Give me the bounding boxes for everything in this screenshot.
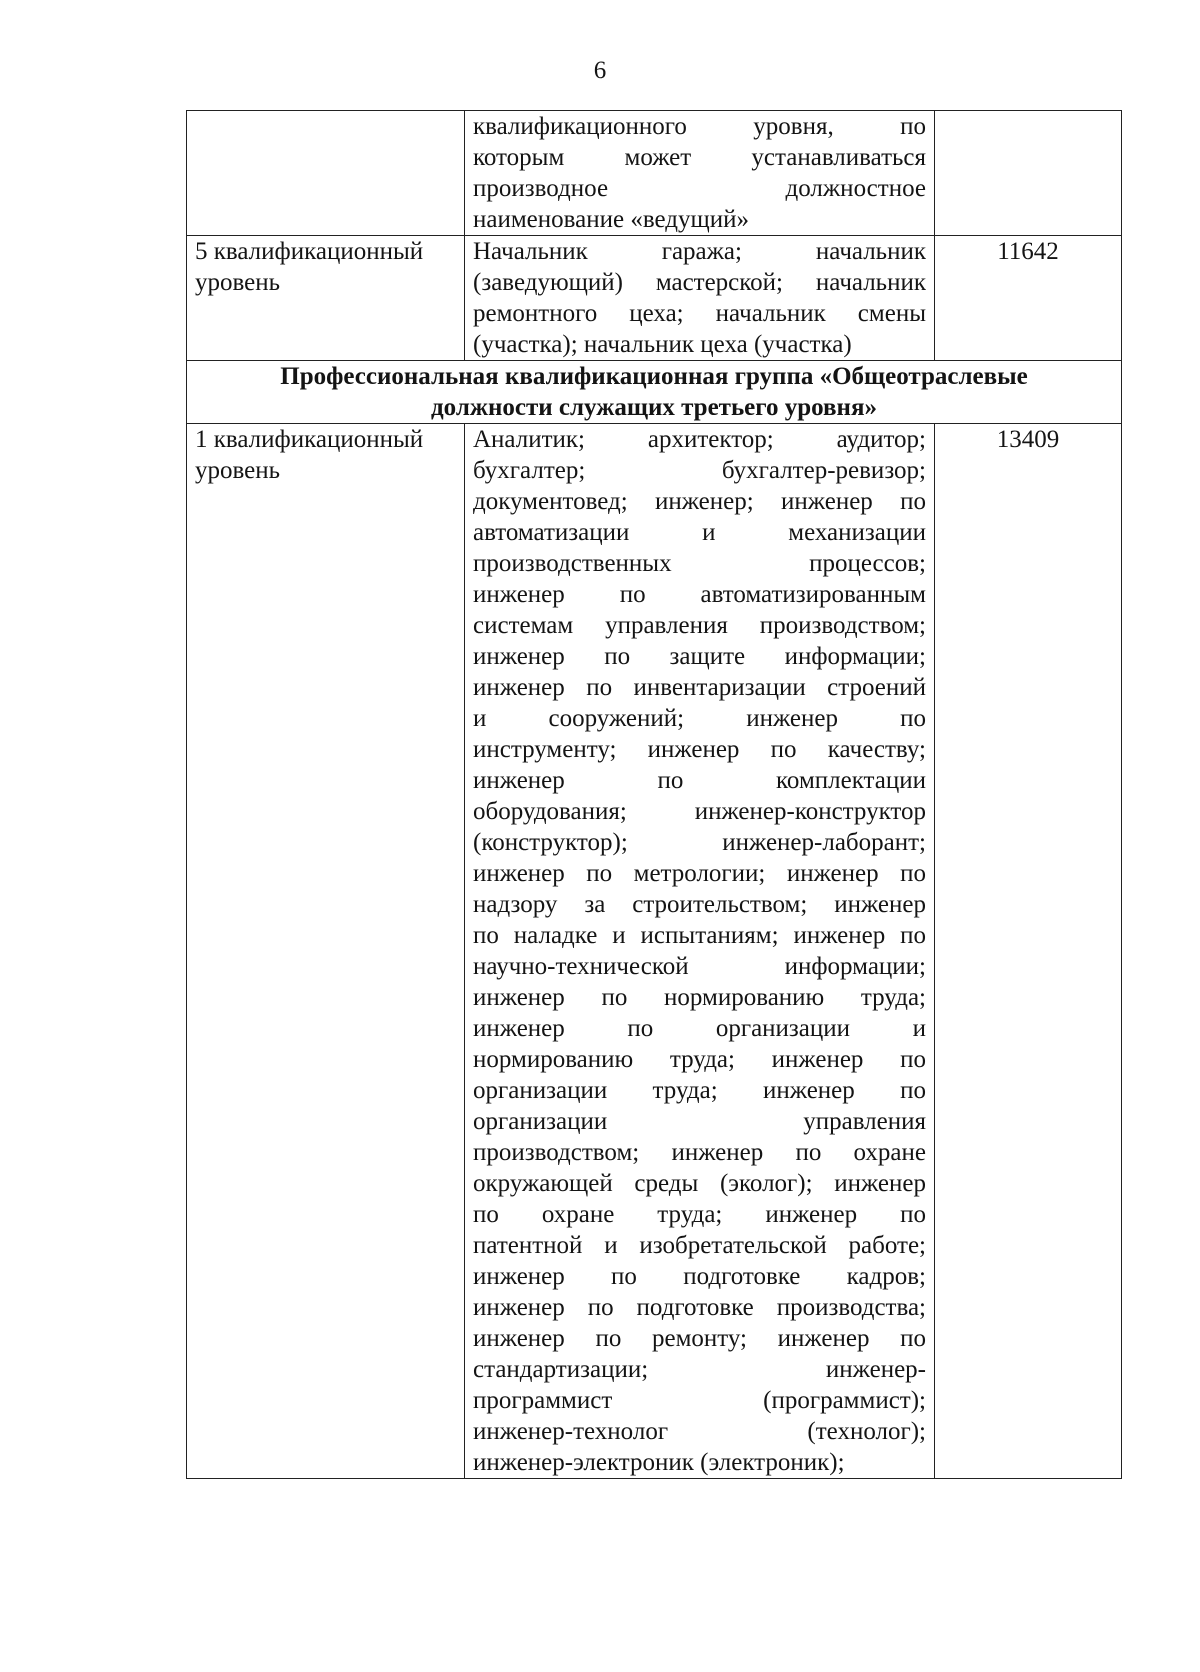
text-line: инженер по метрологии; инженер по [473,860,926,887]
text-line: которым может устанавливаться [473,144,926,171]
text-line: инженер по автоматизированным [473,581,926,608]
table-row [187,236,1122,361]
text-line: (конструктор); инженер-лаборант; [473,829,926,856]
text-line: документовед; инженер; инженер по [473,488,926,515]
text-line: по охране труда; инженер по [473,1201,926,1228]
text-line: организации управления [473,1108,926,1135]
text-line: научно-технической информации; [473,953,926,980]
table-row [187,424,1122,1479]
text-line: (участка); начальник цеха (участка) [473,331,852,358]
text-line: Аналитик; архитектор; аудитор; [473,426,926,453]
text-line: инженер по защите информации; [473,643,926,670]
salary-table [186,110,1122,1479]
text-line: и сооружений; инженер по [473,705,926,732]
page-number: 6 [593,57,607,84]
text-line: производное должностное [473,175,926,202]
text-line: нормированию труда; инженер по [473,1046,926,1073]
text-line: инженер по подготовке кадров; [473,1263,926,1290]
text-line: производством; инженер по охране [473,1139,926,1166]
text-line: наименование «ведущий» [473,206,749,233]
text-line: оборудования; инженер-конструктор [473,798,926,825]
text-line: инженер по нормированию труда; [473,984,926,1011]
text-line: инженер по организации и [473,1015,926,1042]
text-line: (заведующий) мастерской; начальник [473,269,926,296]
text-line: инженер по подготовке производства; [473,1294,926,1321]
text-line: инженер по комплектации [473,767,926,794]
group-header-line: должности служащих третьего уровня» [431,394,877,421]
text-line: квалификационного уровня, по [473,113,926,140]
positions-cell [465,111,935,236]
salary-cell: 11642 [935,236,1122,361]
salary-cell [935,111,1122,236]
text-line: по наладке и испытаниям; инженер по [473,922,926,949]
text-line: программист (программист); [473,1387,926,1414]
text-line: патентной и изобретательской работе; [473,1232,926,1259]
table-row [187,361,1122,424]
table-row [187,111,1122,236]
positions-cell [465,236,935,361]
text-line: производственных процессов; [473,550,926,577]
text-line: Начальник гаража; начальник [473,238,926,265]
positions-cell [465,424,935,1479]
text-line: надзору за строительством; инженер [473,891,926,918]
text-line: ремонтного цеха; начальник смены [473,300,926,327]
text-line: бухгалтер; бухгалтер-ревизор; [473,457,926,484]
level-cell: 5 квалификационный уровень [187,236,465,361]
text-line: окружающей среды (эколог); инженер [473,1170,926,1197]
level-cell [187,111,465,236]
text-line: инженер по инвентаризации строений [473,674,926,701]
text-line: организации труда; инженер по [473,1077,926,1104]
text-line: стандартизации; инженер- [473,1356,926,1383]
group-header-line: Профессиональная квалификационная группа «Общеотраслевые [280,363,1028,390]
text-line: инструменту; инженер по качеству; [473,736,926,763]
text-line: инженер-электроник (электроник); [473,1449,845,1476]
text-line: инженер по ремонту; инженер по [473,1325,926,1352]
text-line: инженер-технолог (технолог); [473,1418,926,1445]
text-line: системам управления производством; [473,612,926,639]
text-line: автоматизации и механизации [473,519,926,546]
salary-cell: 13409 [935,424,1122,1479]
level-cell: 1 квалификационный уровень [187,424,465,1479]
group-header [187,361,1122,424]
